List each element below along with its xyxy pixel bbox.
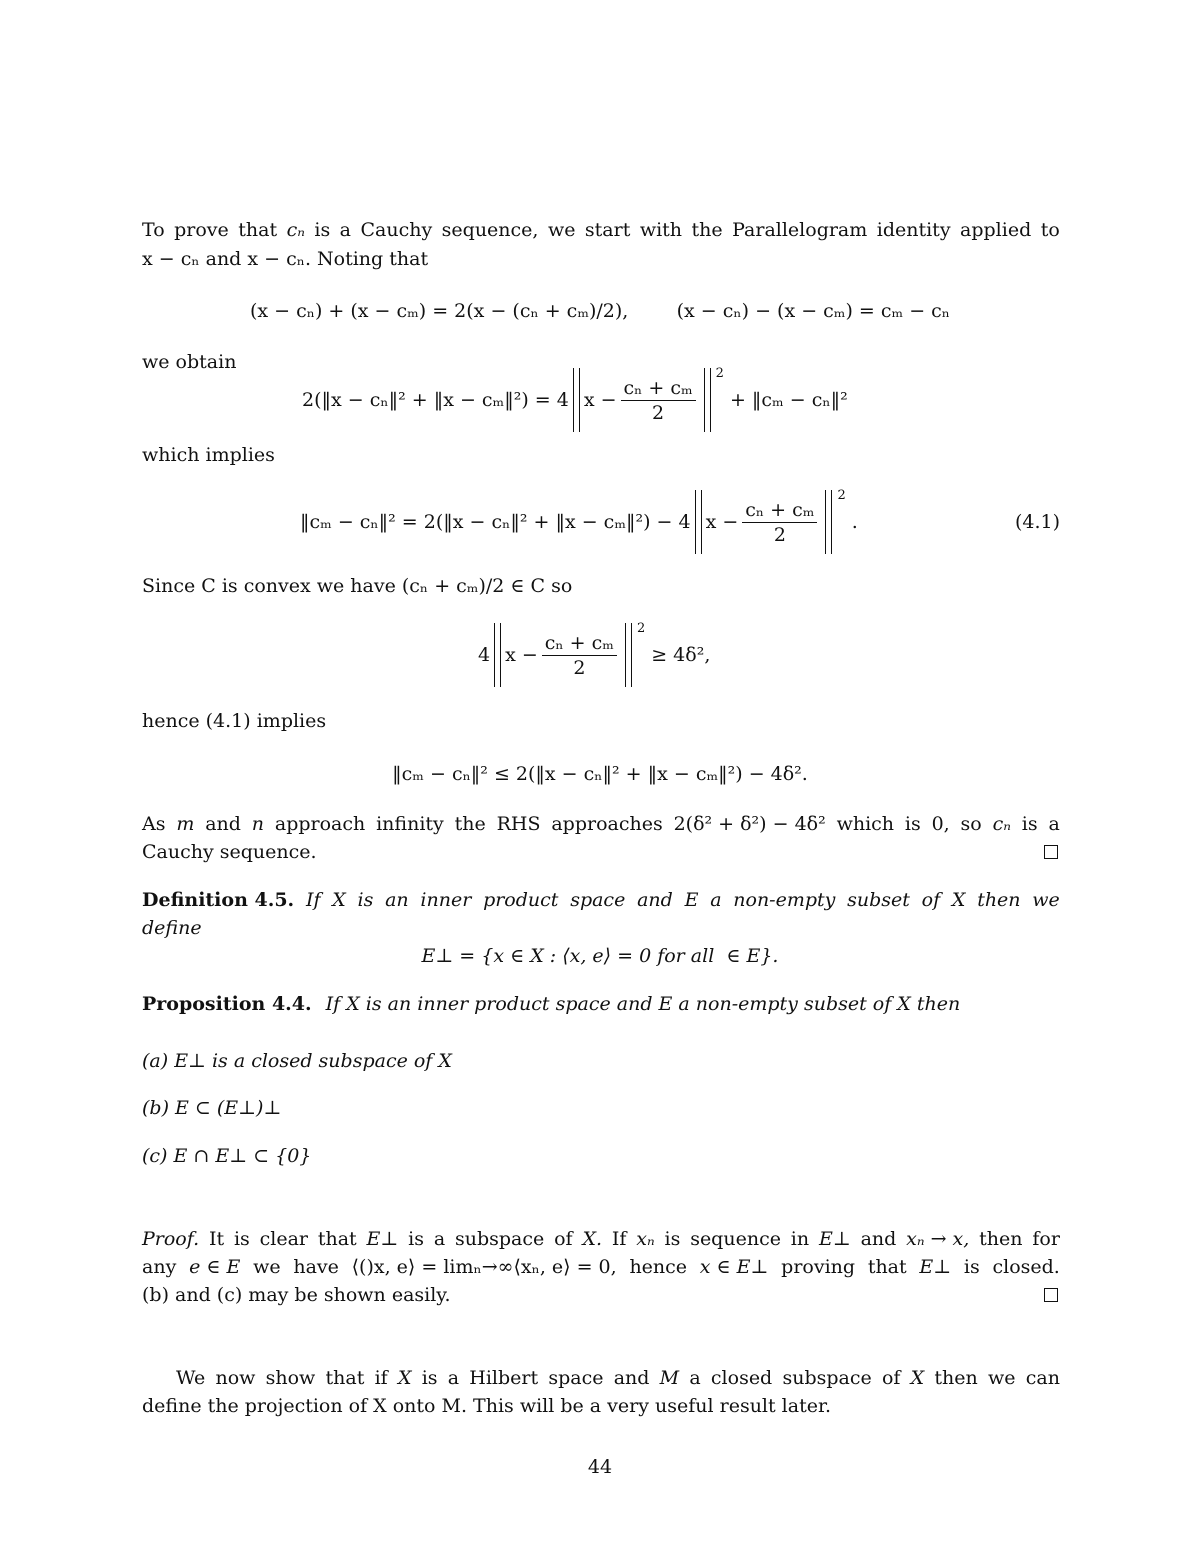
equation-obtain: [302, 368, 848, 432]
which-implies-text: which implies: [142, 444, 275, 466]
word: 2(δ² + δ²) − 4δ²: [673, 813, 826, 835]
proposition-item-a: (a) E⊥ is a closed subspace of X: [142, 1050, 452, 1072]
proof-line2: [142, 1253, 1060, 1281]
fraction-denominator: 2: [652, 401, 665, 424]
equation-noting: (x − cₙ) + (x − cₘ) = 2(x − (cₙ + cₘ)/2), (x − cₙ) − (x − cₘ) = cₘ − cₙ: [249, 300, 951, 322]
proposition-item-c: (c) E ∩ E⊥ ⊂ {0}: [142, 1145, 312, 1167]
word: non-empty: [733, 889, 836, 911]
we-obtain-text: we obtain: [142, 351, 237, 373]
word: m: [176, 813, 195, 835]
word: E⊥: [366, 1228, 399, 1250]
definition-equation: E⊥ = {x ∈ X : ⟨x, e⟩ = 0 for all ∈ E}.: [421, 945, 779, 967]
word: start: [584, 219, 631, 241]
word: in: [790, 1228, 810, 1250]
fraction-denominator: 2: [773, 523, 786, 546]
word: is: [314, 219, 331, 241]
norm-bar: [695, 490, 702, 554]
word: E⊥: [919, 1256, 952, 1278]
exponent: 2: [636, 621, 646, 636]
qed-square: [1044, 1288, 1058, 1302]
word: is: [233, 1228, 250, 1250]
word: X: [910, 1367, 925, 1389]
word: xₙ: [636, 1228, 655, 1250]
proposition-label: Proposition 4.4.: [142, 993, 312, 1015]
fraction: [621, 376, 696, 425]
word: is: [664, 1228, 681, 1250]
fraction-numerator: cₙ + cₘ: [542, 631, 617, 656]
word: xₙ → x,: [906, 1228, 970, 1250]
word: and: [205, 813, 241, 835]
as-line1: [142, 810, 1060, 838]
word: approaches: [551, 813, 663, 835]
word: a: [710, 889, 722, 911]
equation-right: .: [851, 511, 858, 533]
word: the: [691, 219, 723, 241]
equation-hence: ‖cₘ − cₙ‖² ≤ 2(‖x − cₙ‖² + ‖x − cₘ‖²) − 4δ².: [392, 763, 808, 785]
word: a: [689, 1367, 701, 1389]
word: is: [1021, 813, 1038, 835]
word: sequence: [690, 1228, 781, 1250]
word: X: [332, 889, 346, 911]
proof-line3: (b) and (c) may be shown easily.: [142, 1284, 451, 1306]
word: We: [176, 1367, 206, 1389]
exponent: 2: [837, 488, 846, 503]
final-line1: [176, 1364, 1060, 1392]
fraction: [542, 631, 617, 680]
word: e ∈ E: [189, 1256, 241, 1278]
word: of: [881, 1367, 901, 1389]
word: and: [860, 1228, 897, 1250]
word: It: [208, 1228, 225, 1250]
word: sequence,: [441, 219, 539, 241]
word: M: [659, 1367, 680, 1389]
word: space: [570, 889, 626, 911]
word: and: [613, 1367, 650, 1389]
word: subset: [847, 889, 910, 911]
word: a: [447, 1367, 460, 1389]
word: subspace: [454, 1228, 545, 1250]
word: we: [253, 1256, 281, 1278]
word: with: [639, 219, 683, 241]
word: infinity: [376, 813, 444, 835]
equation-x-minus: x −: [705, 511, 739, 533]
word: we: [987, 1367, 1016, 1389]
word: To: [142, 219, 165, 241]
word: that: [325, 1367, 365, 1389]
word: the: [454, 813, 486, 835]
word: if: [374, 1367, 388, 1389]
word: for: [1032, 1228, 1060, 1250]
word: Parallelogram: [732, 219, 868, 241]
word: any: [142, 1256, 177, 1278]
word: hence: [629, 1256, 688, 1278]
equation-x-minus: x −: [505, 644, 538, 666]
word: a: [1048, 813, 1060, 835]
word: cₙ: [286, 219, 305, 241]
word: Hilbert: [469, 1367, 539, 1389]
word: we: [547, 219, 576, 241]
word: is: [357, 889, 374, 911]
word: space: [548, 1367, 604, 1389]
word: clear: [259, 1228, 309, 1250]
norm-bar: [625, 623, 632, 687]
equation-right: ≥ 4δ²,: [651, 644, 711, 666]
word: approach: [274, 813, 366, 835]
proof-label: Proof.: [142, 1228, 200, 1250]
definition-line2: define: [142, 917, 202, 939]
word: then: [979, 1228, 1023, 1250]
word: x ∈ E⊥: [699, 1256, 769, 1278]
definition-line1: [142, 886, 1060, 914]
fraction-numerator: cₙ + cₘ: [621, 376, 696, 401]
word: is: [963, 1256, 980, 1278]
word: closed.: [992, 1256, 1060, 1278]
word: we: [1032, 889, 1060, 911]
word: applied: [960, 219, 1032, 241]
equation-4-1: [300, 490, 858, 554]
proposition-line: [142, 990, 1060, 1018]
word: an: [385, 889, 409, 911]
word: of: [921, 889, 941, 911]
para1-line1: [142, 216, 1060, 244]
norm-bar: [704, 368, 711, 432]
equation-convex: [478, 623, 710, 687]
word: E⊥: [818, 1228, 851, 1250]
word: E: [684, 889, 699, 911]
word: is: [408, 1228, 424, 1250]
word: ⟨()x, e⟩ = limₙ→∞⟨xₙ, e⟩ = 0,: [351, 1256, 617, 1278]
word: 0,: [931, 813, 950, 835]
exponent: 2: [715, 366, 724, 381]
word: inner: [420, 889, 472, 911]
word: subspace: [782, 1367, 872, 1389]
word: a: [339, 219, 351, 241]
word: that: [867, 1256, 907, 1278]
equation-left: ‖cₘ − cₙ‖² = 2(‖x − cₙ‖² + ‖x − cₘ‖²) − 4: [300, 511, 691, 533]
norm-bar: [494, 623, 501, 687]
word: of: [554, 1228, 573, 1250]
fraction-denominator: 2: [573, 656, 586, 679]
equation-left: 4: [478, 644, 491, 666]
word: is: [421, 1367, 438, 1389]
word: product: [483, 889, 559, 911]
word: closed: [710, 1367, 773, 1389]
word: that: [238, 219, 278, 241]
fraction-numerator: cₙ + cₘ: [742, 498, 817, 523]
equation-left: 2(‖x − cₙ‖² + ‖x − cₘ‖²) = 4: [302, 389, 569, 411]
word: identity: [876, 219, 951, 241]
norm-bar: [573, 368, 580, 432]
since-text: Since C is convex we have (cₙ + cₘ)/2 ∈ C so: [142, 575, 573, 597]
word: now: [215, 1367, 256, 1389]
norm-bar: [825, 490, 832, 554]
proposition-item-b: (b) E ⊂ (E⊥)⊥: [142, 1097, 282, 1119]
word: show: [265, 1367, 316, 1389]
word: that: [317, 1228, 357, 1250]
word: As: [142, 813, 166, 835]
word: then: [934, 1367, 978, 1389]
word: is: [904, 813, 921, 835]
word: so: [960, 813, 982, 835]
definition-label: Definition 4.5.: [142, 889, 295, 911]
word: RHS: [496, 813, 541, 835]
word: have: [293, 1256, 339, 1278]
word: to: [1040, 219, 1060, 241]
hence-text: hence (4.1) implies: [142, 710, 327, 732]
word: then: [977, 889, 1021, 911]
final-line2: define the projection of X onto M. This will be a very useful result later.: [142, 1395, 832, 1417]
word: proving: [781, 1256, 856, 1278]
word: can: [1025, 1367, 1060, 1389]
word: prove: [174, 219, 229, 241]
word: If: [611, 1228, 627, 1250]
word: Cauchy: [360, 219, 433, 241]
page-number: 44: [587, 1456, 613, 1478]
word: cₙ: [992, 813, 1011, 835]
as-line2: Cauchy sequence.: [142, 841, 317, 863]
para1-line2: x − cₙ and x − cₙ. Noting that: [142, 248, 429, 270]
equation-x-minus: x −: [583, 389, 617, 411]
word: X: [951, 889, 966, 911]
word: If: [305, 889, 321, 911]
proposition-text: If X is an inner product space and E a non-empty subset of X then: [325, 993, 961, 1015]
word: n: [251, 813, 265, 835]
word: and: [637, 889, 673, 911]
word: a: [433, 1228, 446, 1250]
word: X.: [582, 1228, 603, 1250]
qed-square: [1044, 845, 1058, 859]
word: X: [397, 1367, 412, 1389]
word: which: [836, 813, 895, 835]
fraction: [742, 498, 817, 547]
equation-right: + ‖cₘ − cₙ‖²: [729, 389, 848, 411]
proof-line1: [142, 1225, 1060, 1253]
equation-number: (4.1): [1014, 511, 1060, 533]
